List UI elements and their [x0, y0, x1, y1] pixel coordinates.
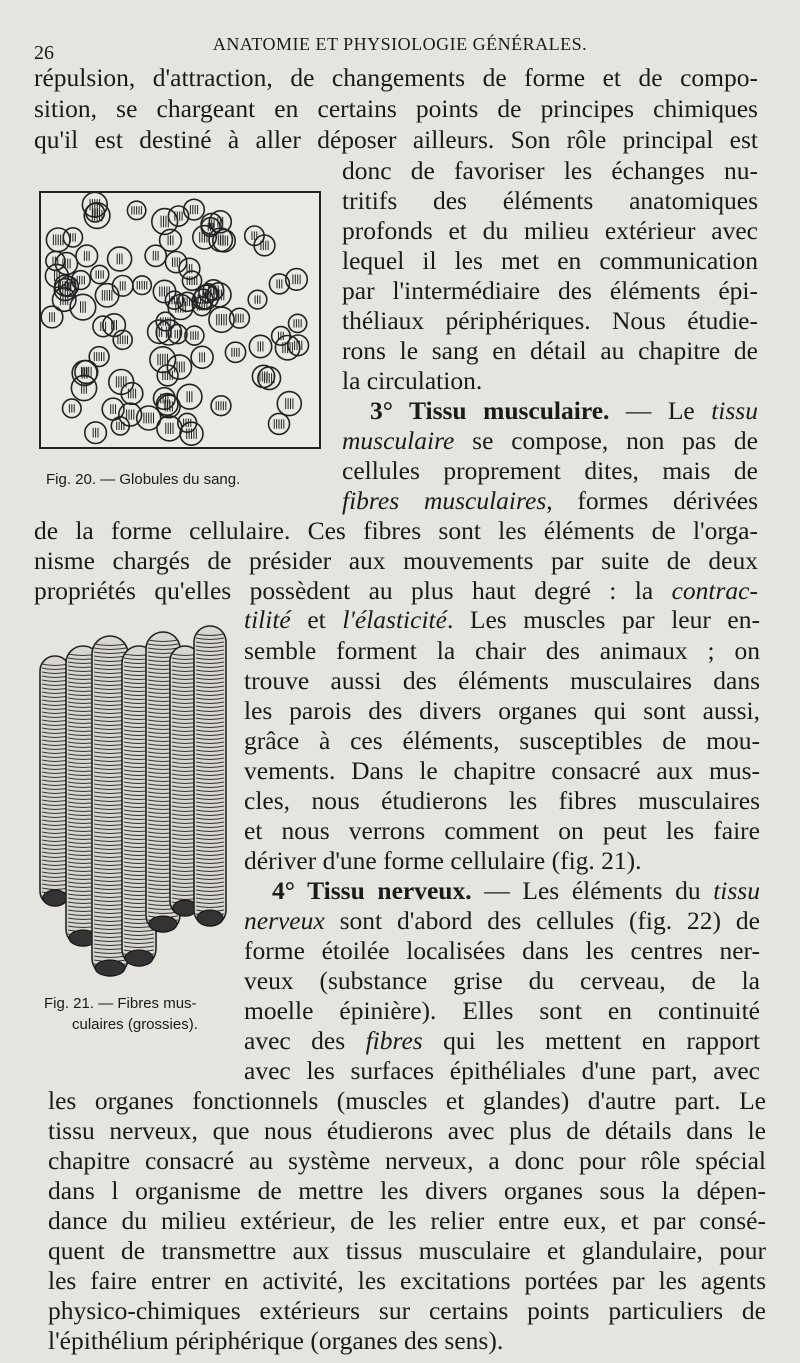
- text-line: veux (substance grise du cerveau, de la: [244, 966, 760, 995]
- text-line: avec les surfaces épithéliales d'une part, avec: [244, 1056, 760, 1085]
- fibre-end: [125, 950, 153, 966]
- text-line: sition, se chargeant en certains points de principes chimiques: [34, 94, 758, 123]
- text-line: moelle épinière). Elles sont en continuité: [244, 996, 760, 1025]
- text-line: chapitre consacré au système nerveux, a donc pour rôle spécial: [48, 1146, 766, 1175]
- fibre-end: [43, 890, 67, 906]
- text-line: les parois des divers organes qui sont aussi,: [244, 696, 760, 725]
- text-line: semble forment la chair des animaux ; on: [244, 636, 760, 665]
- text-line: donc de favoriser les échanges nu-: [342, 156, 758, 185]
- text-line: cles, nous étudierons les fibres musculaires: [244, 786, 760, 815]
- muscle-fibres-figure: [34, 616, 234, 992]
- text-line: la circulation.: [342, 366, 483, 395]
- section-heading-line: 4° Tissu nerveux. — Les éléments du tissu: [272, 876, 760, 905]
- text-line: musculaire se compose, non pas de: [342, 426, 758, 455]
- text-line: trouve aussi des éléments musculaires dans: [244, 666, 760, 695]
- text-line: répulsion, d'attraction, de changements de forme et de compo-: [34, 63, 758, 92]
- text-line: vements. Dans le chapitre consacré aux mus-: [244, 756, 760, 785]
- fibre-end: [95, 960, 125, 976]
- text-line: cellules proprement dites, mais de: [342, 456, 758, 485]
- text-line: rons le sang en détail au chapitre de: [342, 336, 758, 365]
- heading-tissu-nerveux: 4° Tissu nerveux.: [272, 876, 472, 905]
- text-line: forme étoilée localisées dans les centres ner-: [244, 936, 760, 965]
- heading-tissu-musculaire: 3° Tissu musculaire.: [370, 396, 610, 425]
- text-line: et nous verrons comment on peut les faire: [244, 816, 760, 845]
- text-line: fibres musculaires, formes dérivées: [342, 486, 759, 515]
- text-line: avec des fibres qui les mettent en rapport: [244, 1026, 760, 1055]
- fibre-end: [197, 910, 223, 926]
- page-number: 26: [34, 42, 54, 64]
- text-line: les faire entrer en activité, les excitations portées par les agents: [48, 1266, 766, 1295]
- text-line: physico-chimiques extérieurs sur certains points particuliers de: [48, 1296, 766, 1325]
- text-line: grâce à ces éléments, susceptibles de mou-: [244, 726, 760, 755]
- text-line: tritifs des éléments anatomiques: [342, 186, 758, 215]
- text-line: de la forme cellulaire. Ces fibres sont les éléments de l'orga-: [34, 516, 758, 545]
- text-line: tissu nerveux, que nous étudierons avec plus de détails dans le: [48, 1116, 766, 1145]
- figure-20-caption: Fig. 20. — Globules du sang.: [46, 471, 241, 488]
- text-line: tilité et l'élasticité. Les muscles par leur en-: [244, 605, 760, 634]
- text-line: dériver d'une forme cellulaire (fig. 21).: [244, 846, 642, 875]
- text-line: profonds et du milieu extérieur avec: [342, 216, 758, 245]
- text-line: nisme chargés de présider aux mouvements par suite de deux: [34, 546, 758, 575]
- text-line: dans l organisme de mettre les divers organes sous la dépen-: [48, 1176, 766, 1205]
- text-line: nerveux sont d'abord des cellules (fig. 22) de: [244, 906, 760, 935]
- text-line: propriétés qu'elles possèdent au plus haut degré : la contrac-: [34, 576, 758, 605]
- fibre-end: [149, 916, 177, 932]
- text-line: par l'intermédiaire des éléments épi-: [342, 276, 758, 305]
- text-line: quent de transmettre aux tissus musculaire et glandulaire, pour: [48, 1236, 766, 1265]
- text-line: qu'il est destiné à aller déposer ailleurs. Son rôle principal est: [34, 125, 758, 154]
- blood-globules-figure: [38, 190, 324, 452]
- text-line: théliaux périphériques. Nous étudie-: [342, 306, 758, 335]
- figure-21-caption-line2: culaires (grossies).: [72, 1016, 198, 1033]
- text-line: dance du milieu extérieur, de les relier entre eux, et par consé-: [48, 1206, 766, 1235]
- text-line: lequel il les met en communication: [342, 246, 758, 275]
- figure-21-caption-line1: Fig. 21. — Fibres mus-: [44, 995, 197, 1012]
- text-line: les organes fonctionnels (muscles et glandes) d'autre part. Le: [48, 1086, 766, 1115]
- section-heading-line: 3° Tissu musculaire. — Le tissu: [370, 396, 758, 425]
- running-title: ANATOMIE ET PHYSIOLOGIE GÉNÉRALES.: [212, 34, 588, 54]
- text-line: l'épithélium périphérique (organes des sens).: [48, 1326, 504, 1355]
